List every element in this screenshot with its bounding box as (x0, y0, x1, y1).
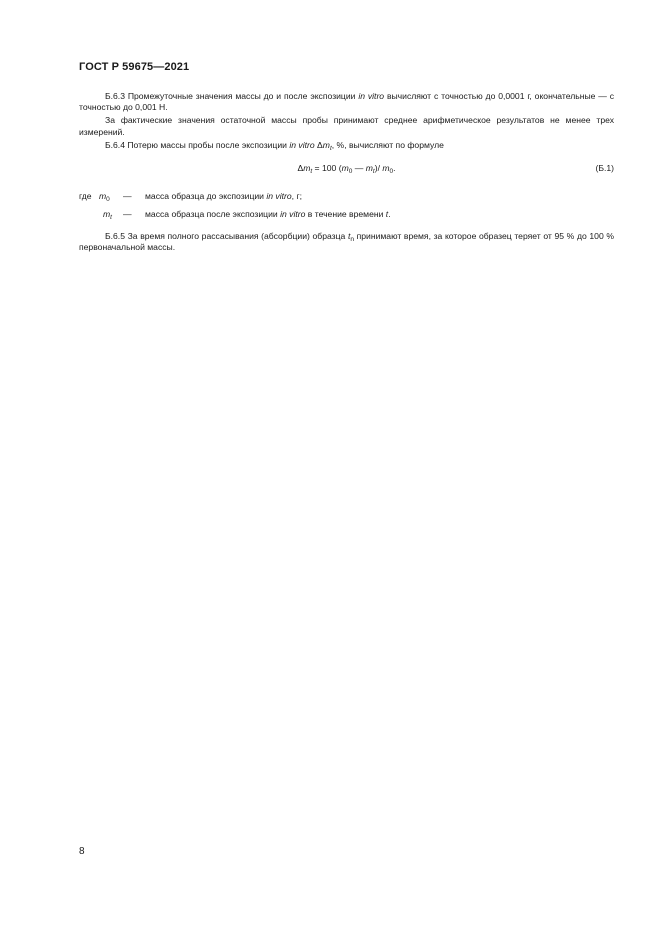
text: Б.6.3 Промежуточные значения массы до и после экспозиции (105, 91, 359, 101)
variable-t: t (347, 231, 351, 242)
text: масса образца до экспозиции (145, 191, 267, 202)
period: . (393, 163, 396, 174)
italic-text: in vitro (266, 191, 292, 202)
subscript-0: 0 (348, 168, 353, 176)
variable-m: m (382, 163, 390, 174)
variable-m: m (341, 163, 349, 174)
where-description (145, 209, 391, 220)
paragraph-b-6-3-continued: За фактические значения остаточной массы пробы принимают среднее арифметическое результатов не менее трех измерений. (79, 115, 614, 137)
text: Б.6.4 Потерю массы пробы после экспозиции (105, 139, 290, 150)
text: в течение времени (305, 209, 386, 220)
variable-m: m (103, 209, 111, 220)
paragraph-b-6-5 (79, 231, 614, 253)
italic-text: in vitro (358, 91, 385, 101)
italic-text: in vitro (289, 139, 315, 150)
text: масса образца после экспозиции (145, 209, 281, 220)
italic-text: t (385, 209, 389, 220)
text: . (388, 209, 391, 220)
delta-symbol: Δ (314, 139, 323, 150)
formula-number: (Б.1) (595, 163, 614, 174)
variable-m: m (99, 191, 107, 202)
where-item-m0 (79, 191, 614, 203)
variable-m: m (365, 163, 373, 174)
paragraph-b-6-4 (79, 140, 614, 151)
variable-m: m (303, 163, 311, 174)
subscript-t: t (329, 144, 332, 152)
formula-expression (79, 163, 614, 174)
where-item-mt (79, 209, 614, 221)
text: вычисляют с точностью до 0,0001 г, окончательные — с точностью до 0,001 Н. (79, 91, 615, 113)
divide-text: )/ (374, 163, 383, 174)
text: , %, вычисляют по формуле (331, 139, 444, 150)
subscript-n: n (350, 236, 354, 244)
subscript-0: 0 (106, 196, 110, 204)
document-body (79, 91, 614, 255)
subscript-0: 0 (389, 168, 394, 176)
text: , г; (291, 191, 302, 202)
italic-text: in vitro (280, 209, 306, 220)
page-number: 8 (79, 846, 85, 857)
text: принимают время, за которое образец теряет от 95 % до 100 % первоначальной массы. (79, 231, 614, 253)
subscript-t: t (110, 214, 112, 222)
text: Б.6.5 За время полного рассасывания (абсорбции) образца (105, 231, 348, 242)
where-dash: — (123, 191, 132, 202)
where-description (145, 191, 302, 202)
formula-b-1 (79, 163, 614, 177)
subscript-t: t (372, 168, 375, 176)
where-dash: — (123, 209, 132, 220)
minus-sign: — (352, 163, 366, 174)
document-header: ГОСТ Р 59675—2021 (79, 61, 190, 73)
variable-m: m (322, 139, 330, 150)
subscript-t: t (310, 168, 313, 176)
paragraph-b-6-3 (79, 91, 614, 113)
where-lead: где (79, 191, 92, 202)
equals-text: = 100 ( (312, 163, 342, 174)
delta-symbol: Δ (297, 163, 304, 174)
